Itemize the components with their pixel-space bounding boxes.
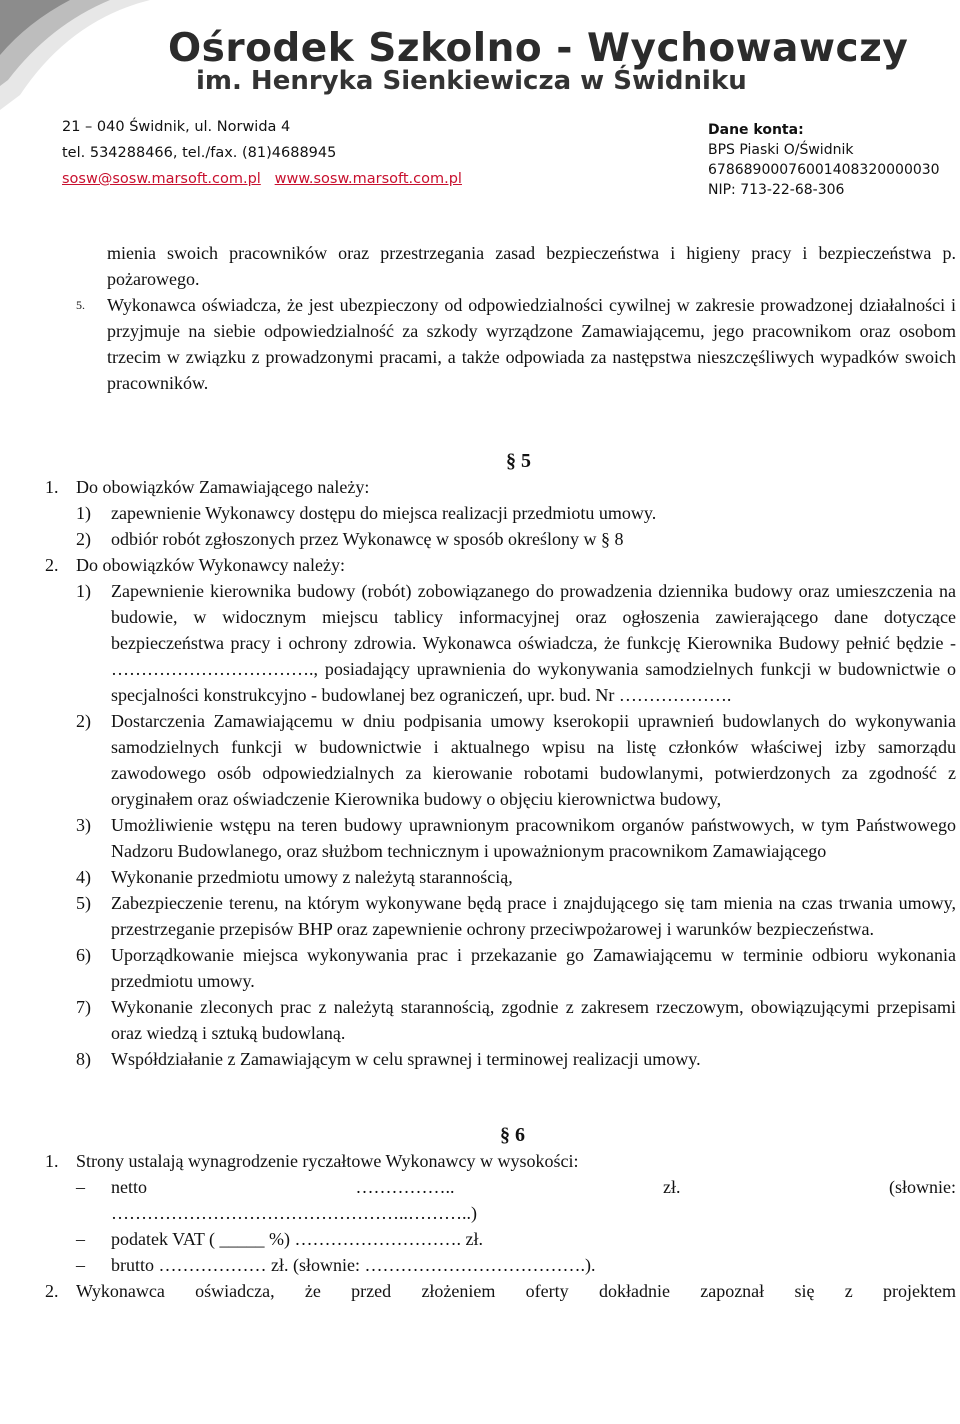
item-text: odbiór robót zgłoszonych przez Wykonawcę w sposób określony w § 8 — [111, 529, 624, 549]
web-links — [62, 166, 462, 192]
point-number: 1. — [45, 1151, 59, 1171]
clause-number: 5. — [76, 298, 85, 312]
section-6-point-2 — [45, 1278, 956, 1304]
list-item — [76, 500, 956, 526]
item-text: zapewnienie Wykonawcy dostępu do miejsca realizacji przedmiotu umowy. — [111, 503, 657, 523]
website-link[interactable]: www.sosw.marsoft.com.pl — [274, 171, 462, 187]
organization-subtitle: im. Henryka Sienkiewicza w Świdniku — [196, 66, 747, 96]
netto-unit: zł. — [663, 1177, 681, 1197]
clause-text: Wykonawca oświadcza, że jest ubezpieczony od odpowiedzialności cywilnej w zakresie prowadzonej działalności i przyjmuje na siebie odpowiedzialność za szkody wyrządzone Zamawiającemu, jego pracownikom oraz osobom trzecim w związku z prowadzonymi pracami, a także odpowiada za następstwa nieszczęśliwych wypadków swoich pracowników. — [107, 295, 956, 393]
item-number: 2) — [76, 711, 91, 731]
vat-line — [76, 1226, 956, 1252]
list-item — [76, 890, 956, 942]
brutto-line — [76, 1252, 956, 1278]
section-6-heading: § 6 — [500, 1124, 525, 1146]
item-text: Zapewnienie kierownika budowy (robót) zobowiązanego do prowadzenia dziennika budowy oraz umieszczenia na budowie, w widocznym miejscu tablicy informacyjnej oraz ogłoszenia zawierającego dane dotyczące bezpieczeństwa pracy i ochrony zdrowia. Wykonawca oświadcza, że funkcję Kierownika Budowy pełnić będzie - ……………………………., posiadający uprawnienia do wykonywania samodzielnych funkcji w budownictwie o specjalności konstrukcyjno - budowlanej bez ograniczeń, upr. bud. Nr ………………. — [111, 581, 956, 705]
item-text: Umożliwienie wstępu na teren budowy uprawnionym pracownikom organów państwowych, w tym Państwowego Nadzoru Budowlanego, oraz służbom technicznym i upoważnionym pracownikom Zamawiającego — [111, 815, 956, 861]
point-text: Wykonawca oświadcza, że przed złożeniem oferty dokładnie zapoznał się z projektem — [76, 1281, 956, 1301]
contract-body — [45, 240, 956, 1304]
section-5-heading: § 5 — [506, 450, 531, 472]
contact-block — [62, 114, 462, 192]
point-number: 1. — [45, 477, 59, 497]
item-number: 6) — [76, 945, 91, 965]
email-link[interactable]: sosw@sosw.marsoft.com.pl — [62, 171, 261, 187]
letterhead — [0, 0, 960, 200]
item-number: 1) — [76, 503, 91, 523]
point-text: Strony ustalają wynagrodzenie ryczałtowe Wykonawcy w wysokości: — [76, 1151, 579, 1171]
address: 21 – 040 Świdnik, ul. Norwida 4 — [62, 119, 291, 135]
netto-words-blank: …………………………………………..………..) — [111, 1203, 477, 1223]
item-text: Wykonanie przedmiotu umowy z należytą starannością, — [111, 867, 513, 887]
item-text: Uporządkowanie miejsca wykonywania prac i przekazanie go Zamawiającemu w terminie odbioru wykonania przedmiotu umowy. — [111, 945, 956, 991]
item-text: Zabezpieczenie terenu, na którym wykonywane będą prace i znajdującego się tam mienia na czas trwania umowy, przestrzeganie przepisów BHP oraz zapewnienie ochrony przeciwpożarowej i warunków bezpieczeństwa. — [111, 893, 956, 939]
netto-line — [76, 1174, 956, 1200]
list-item — [76, 812, 956, 864]
organization-name: Ośrodek Szkolno - Wychowawczy — [168, 26, 909, 71]
point-number: 2. — [45, 1281, 59, 1301]
list-item — [76, 864, 956, 890]
item-number: 1) — [76, 581, 91, 601]
section-6-point-1 — [45, 1148, 956, 1174]
list-item — [76, 578, 956, 708]
section-5-point-1 — [45, 474, 956, 500]
item-number: 8) — [76, 1049, 91, 1069]
phone: tel. 534288466, tel./fax. (81)4688945 — [62, 145, 337, 161]
dash-bullet: – — [76, 1229, 85, 1249]
item-text: Wykonanie zleconych prac z należytą starannością, zgodnie z zakresem rzeczowym, obowiązującymi przepisami oraz wiedzą i sztuką budowlaną. — [111, 997, 956, 1043]
clause-5 — [76, 292, 956, 396]
tax-id: NIP: 713-22-68-306 — [708, 182, 845, 198]
bank-account: 67868900076001408320000030 — [708, 162, 940, 178]
item-text: Współdziałanie z Zamawiającym w celu sprawnej i terminowej realizacji umowy. — [111, 1049, 701, 1069]
dash-bullet: – — [76, 1255, 85, 1275]
item-text: Dostarczenia Zamawiającemu w dniu podpisania umowy kserokopii uprawnień budowlanych do wykonywania samodzielnych funkcji w budownictwie i aktualnego wpisu na listę członków właściwej izby samorządu zawodowego osób odpowiedzialnych za kierowanie robotami budowlanymi, potwierdzonych za zgodność z oryginałem oraz oświadczenie Kierownika budowy o objęciu kierownictwa budowy, — [111, 711, 956, 809]
list-item — [76, 708, 956, 812]
list-item — [76, 942, 956, 994]
netto-amount-blank: …………….. — [355, 1177, 455, 1197]
point-text: Do obowiązków Wykonawcy należy: — [76, 555, 346, 575]
vat-text: podatek VAT ( _____ %) ………………………. zł. — [111, 1229, 483, 1249]
list-item — [76, 1046, 956, 1072]
brutto-text: brutto ……………… zł. (słownie: ……………………………….). — [111, 1255, 596, 1275]
netto-label: netto — [111, 1177, 147, 1197]
bank-title: Dane konta: — [708, 122, 804, 138]
paragraph-continuation: mienia swoich pracowników oraz przestrzegania zasad bezpieczeństwa i higieny pracy i bezpieczeństwa p. pożarowego. — [107, 243, 956, 289]
bank-name: BPS Piaski O/Świdnik — [708, 142, 854, 158]
list-item — [76, 994, 956, 1046]
dash-bullet: – — [76, 1177, 85, 1197]
point-number: 2. — [45, 555, 59, 575]
item-number: 3) — [76, 815, 91, 835]
section-5-point-2 — [45, 552, 956, 578]
netto-words-line — [76, 1200, 956, 1226]
item-number: 2) — [76, 529, 91, 549]
item-number: 7) — [76, 997, 91, 1017]
point-text: Do obowiązków Zamawiającego należy: — [76, 477, 370, 497]
school-logo-swoosh — [0, 0, 180, 110]
list-item — [76, 526, 956, 552]
item-number: 5) — [76, 893, 91, 913]
netto-words-label: (słownie: — [889, 1177, 956, 1197]
bank-details — [708, 120, 940, 200]
item-number: 4) — [76, 867, 91, 887]
